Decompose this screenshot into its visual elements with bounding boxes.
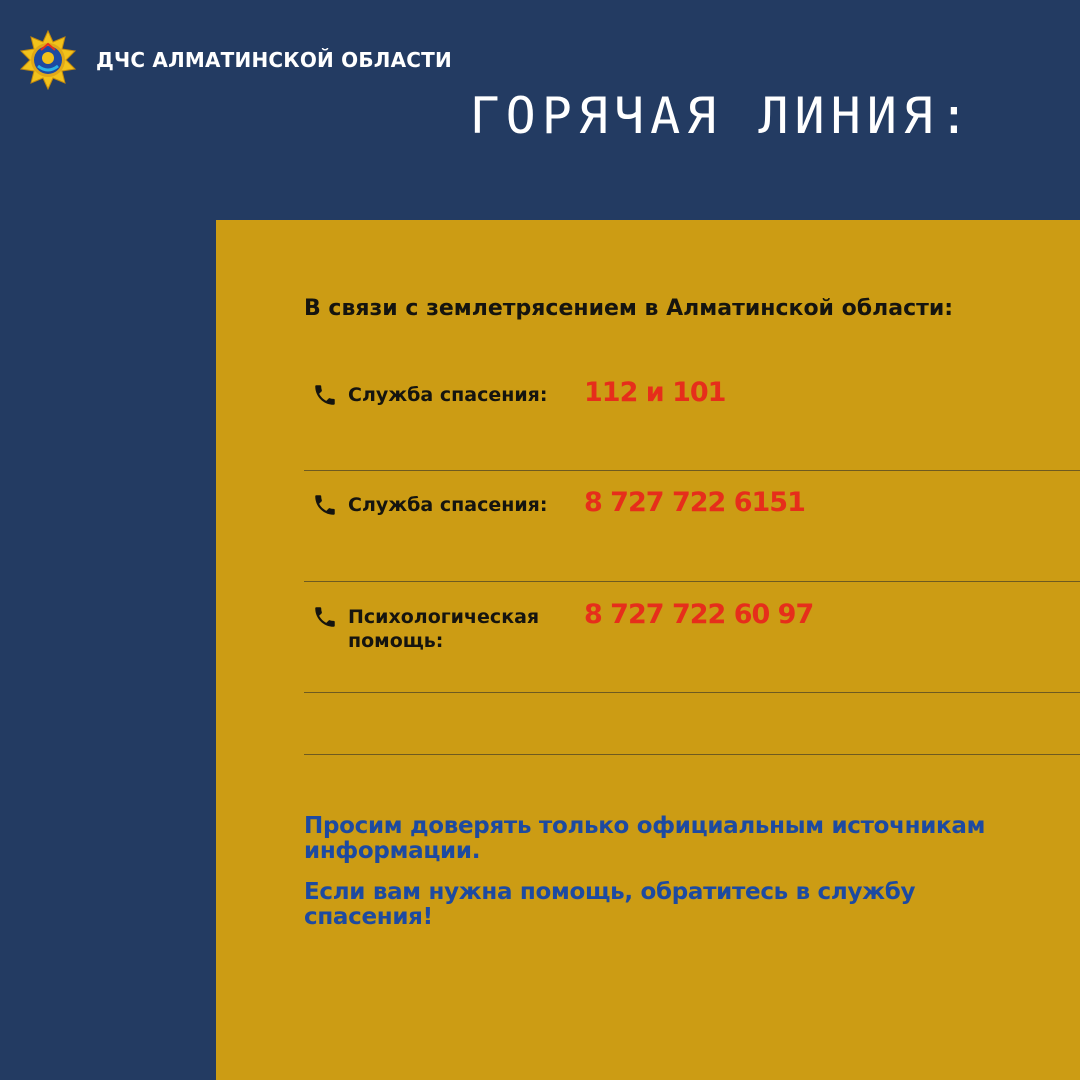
phone-icon bbox=[312, 604, 338, 630]
contact-row bbox=[304, 487, 1080, 520]
divider bbox=[304, 754, 1080, 755]
notice-help: Если вам нужна помощь, обратитесь в службу спасения! bbox=[304, 879, 916, 930]
page-title: ГОРЯЧАЯ ЛИНИЯ: bbox=[469, 87, 975, 145]
organization-name: ДЧС АЛМАТИНСКОЙ ОБЛАСТИ bbox=[96, 48, 452, 72]
contact-label: Психологическая помощь: bbox=[348, 606, 540, 652]
intro-text: В связи с землетрясением в Алматинской области: bbox=[304, 296, 954, 321]
contact-label: Служба спасения: bbox=[348, 494, 548, 516]
phone-icon bbox=[312, 382, 338, 408]
divider bbox=[304, 692, 1080, 693]
notice-official-sources: Просим доверять только официальным источникам информации. bbox=[304, 813, 986, 864]
divider bbox=[304, 470, 1080, 471]
contact-number[interactable]: 8 727 722 6151 bbox=[584, 487, 805, 518]
divider bbox=[304, 581, 1080, 582]
emergency-emblem-icon bbox=[18, 30, 78, 90]
header bbox=[18, 30, 452, 90]
phone-icon bbox=[312, 492, 338, 518]
hotline-panel bbox=[216, 220, 1080, 1080]
contact-row bbox=[304, 377, 1080, 410]
contact-label: Служба спасения: bbox=[348, 384, 548, 406]
contact-number[interactable]: 8 727 722 60 97 bbox=[584, 599, 814, 630]
contact-number[interactable]: 112 и 101 bbox=[584, 377, 726, 408]
contact-row bbox=[304, 599, 1080, 654]
